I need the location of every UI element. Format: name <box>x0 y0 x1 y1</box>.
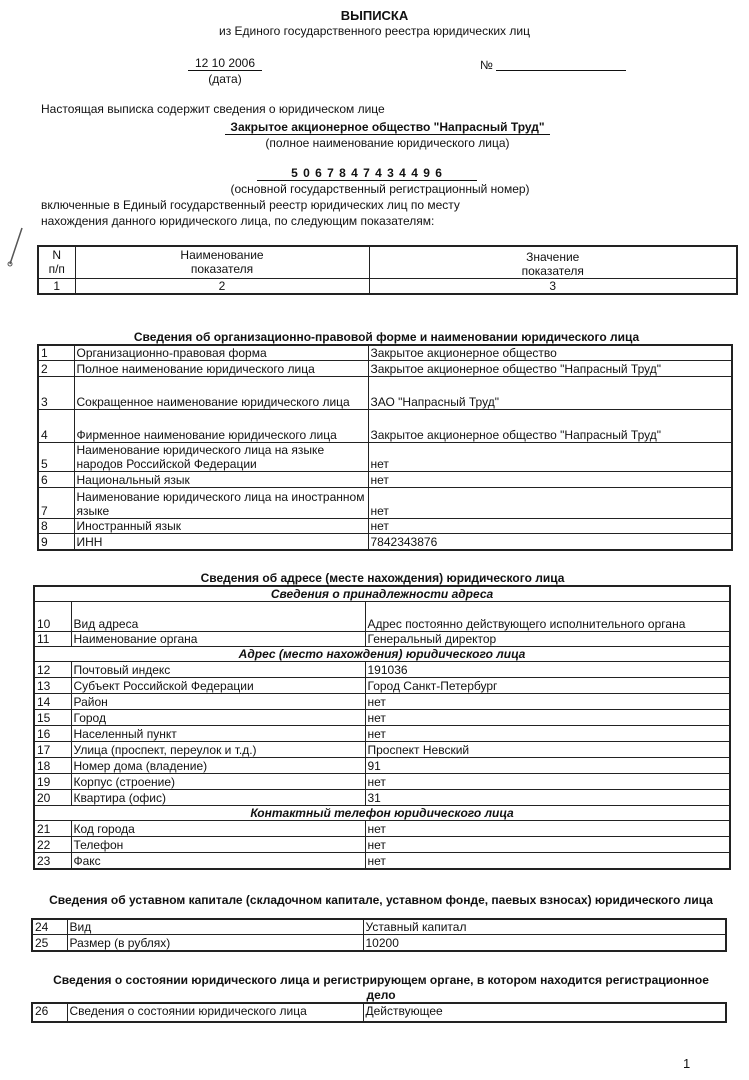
row-number: 12 <box>34 662 71 678</box>
row-value: 31 <box>365 790 730 806</box>
intro-line2: включенные в Единый государственный реестр юридических лиц по месту <box>41 198 460 212</box>
table-row <box>38 410 732 443</box>
row-label: Населенный пункт <box>71 726 365 742</box>
table-row <box>34 602 730 632</box>
table-row <box>38 534 732 550</box>
table-row <box>34 726 730 742</box>
row-number: 23 <box>34 853 71 869</box>
row-number: 22 <box>34 837 71 853</box>
row-label: Корпус (строение) <box>71 774 365 790</box>
table-row <box>34 758 730 774</box>
table-row <box>32 919 726 935</box>
row-label: Национальный язык <box>74 472 368 488</box>
table-row <box>38 377 732 410</box>
row-label: Размер (в рублях) <box>67 935 363 951</box>
row-value: Действующее <box>363 1003 726 1022</box>
row-label: Вид <box>67 919 363 935</box>
row-label: Район <box>71 694 365 710</box>
row-label: Наименование органа <box>71 632 365 647</box>
table-row <box>38 345 732 361</box>
table-row <box>38 361 732 377</box>
table-row <box>34 662 730 678</box>
number-line <box>496 70 626 71</box>
row-value: Закрытое акционерное общество "Напрасный Труд" <box>368 361 732 377</box>
row-label: Организационно-правовая форма <box>74 345 368 361</box>
intro-line1: Настоящая выписка содержит сведения о юридическом лице <box>41 102 385 116</box>
row-number: 24 <box>32 919 67 935</box>
row-value: Генеральный директор <box>365 632 730 647</box>
table-row <box>38 472 732 488</box>
table-row <box>34 774 730 790</box>
section4-title-line2: дело <box>366 988 396 1002</box>
date-value: 12 10 2006 <box>188 56 262 71</box>
row-label: Наименование юридического лица на языке народов Российской Федерации <box>74 443 368 472</box>
staple-mark-icon <box>4 224 26 270</box>
table-row <box>32 1003 726 1022</box>
row-number: 21 <box>34 821 71 837</box>
legend-table <box>37 245 738 295</box>
table-row <box>34 837 730 853</box>
row-value: Закрытое акционерное общество <box>368 345 732 361</box>
row-label: Сведения о состоянии юридического лица <box>67 1003 363 1022</box>
company-name-caption: (полное наименование юридического лица) <box>265 136 510 150</box>
row-value: нет <box>365 853 730 869</box>
row-label: Улица (проспект, переулок и т.д.) <box>71 742 365 758</box>
table-row <box>38 519 732 534</box>
subsection-address-header: Адрес (место нахождения) юридического лица <box>34 647 730 662</box>
row-label: Почтовый индекс <box>71 662 365 678</box>
row-value: Город Санкт-Петербург <box>365 678 730 694</box>
doc-title: ВЫПИСКА <box>340 8 409 23</box>
row-value: 10200 <box>363 935 726 951</box>
row-value: Адрес постоянно действующего исполнительного органа <box>365 602 730 632</box>
row-number: 1 <box>38 345 74 361</box>
doc-subtitle: из Единого государственного реестра юридических лиц <box>219 24 530 38</box>
table-row <box>32 935 726 951</box>
row-number: 7 <box>38 488 74 519</box>
row-label: Сокращенное наименование юридического лица <box>74 377 368 410</box>
row-label: Фирменное наименование юридического лица <box>74 410 368 443</box>
row-label: Факс <box>71 853 365 869</box>
row-number: 2 <box>38 361 74 377</box>
subsection-phone-header: Контактный телефон юридического лица <box>34 806 730 821</box>
table-row <box>38 443 732 472</box>
row-number: 6 <box>38 472 74 488</box>
row-value: нет <box>368 488 732 519</box>
row-value: нет <box>365 821 730 837</box>
table-row <box>34 742 730 758</box>
table-row <box>34 853 730 869</box>
row-label: Телефон <box>71 837 365 853</box>
row-label: Иностранный язык <box>74 519 368 534</box>
row-value: Проспект Невский <box>365 742 730 758</box>
row-number: 20 <box>34 790 71 806</box>
row-label: Код города <box>71 821 365 837</box>
row-number: 14 <box>34 694 71 710</box>
row-number: 19 <box>34 774 71 790</box>
table-row <box>34 694 730 710</box>
legend-col-value: Значение показателя <box>369 246 737 278</box>
row-value: нет <box>365 837 730 853</box>
row-number: 9 <box>38 534 74 550</box>
number-label: № <box>480 58 493 72</box>
row-label: Город <box>71 710 365 726</box>
row-label: ИНН <box>74 534 368 550</box>
section4-title-line1: Сведения о состоянии юридического лица и регистрирующем органе, в котором находится регистрационное <box>53 973 709 987</box>
row-number: 15 <box>34 710 71 726</box>
row-label: Субъект Российской Федерации <box>71 678 365 694</box>
row-number: 17 <box>34 742 71 758</box>
table-row <box>34 710 730 726</box>
legend-col-name: Наименование показателя <box>75 246 369 278</box>
table-row <box>34 790 730 806</box>
row-value: нет <box>365 710 730 726</box>
row-number: 18 <box>34 758 71 774</box>
row-value: нет <box>365 694 730 710</box>
row-value: нет <box>368 443 732 472</box>
page-number: 1 <box>683 1056 691 1071</box>
row-value: нет <box>368 472 732 488</box>
section2-title: Сведения об адресе (месте нахождения) юридического лица <box>200 571 565 585</box>
legend-num-1: 1 <box>38 278 75 294</box>
row-value: 91 <box>365 758 730 774</box>
intro-line3: нахождения данного юридического лица, по следующим показателям: <box>41 214 435 228</box>
row-label: Вид адреса <box>71 602 365 632</box>
table-row <box>34 678 730 694</box>
row-number: 13 <box>34 678 71 694</box>
row-number: 10 <box>34 602 71 632</box>
section1-title: Сведения об организационно-правовой форме и наименовании юридического лица <box>133 330 640 344</box>
row-value: 191036 <box>365 662 730 678</box>
row-value: Уставный капитал <box>363 919 726 935</box>
date-label: (дата) <box>208 72 242 86</box>
ogrn-caption: (основной государственный регистрационный номер) <box>230 182 530 196</box>
row-value: нет <box>365 726 730 742</box>
row-value: Закрытое акционерное общество "Напрасный Труд" <box>368 410 732 443</box>
legend-num-2: 2 <box>75 278 369 294</box>
ogrn-value: 5 0 6 7 8 4 7 4 3 4 4 9 6 <box>257 166 477 181</box>
section3-title: Сведения об уставном капитале (складочном капитале, уставном фонде, паевых взносах) юридического лица <box>49 893 713 907</box>
row-number: 25 <box>32 935 67 951</box>
table-row <box>38 488 732 519</box>
table-row <box>34 821 730 837</box>
section4-table <box>31 1002 727 1023</box>
section3-table <box>31 918 727 952</box>
row-value: нет <box>365 774 730 790</box>
row-number: 26 <box>32 1003 67 1022</box>
company-full-name: Закрытое акционерное общество "Напрасный Труд" <box>225 120 550 135</box>
row-number: 16 <box>34 726 71 742</box>
row-label: Квартира (офис) <box>71 790 365 806</box>
row-label: Полное наименование юридического лица <box>74 361 368 377</box>
section2-table <box>33 585 731 870</box>
legend-num-3: 3 <box>369 278 737 294</box>
row-number: 3 <box>38 377 74 410</box>
row-number: 8 <box>38 519 74 534</box>
row-number: 11 <box>34 632 71 647</box>
row-value: ЗАО "Напрасный Труд" <box>368 377 732 410</box>
subsection-ownership-header: Сведения о принадлежности адреса <box>34 586 730 602</box>
row-label: Наименование юридического лица на иностранном языке <box>74 488 368 519</box>
legend-col-number: N п/п <box>38 246 75 278</box>
row-number: 5 <box>38 443 74 472</box>
row-label: Номер дома (владение) <box>71 758 365 774</box>
table-row <box>34 632 730 647</box>
row-number: 4 <box>38 410 74 443</box>
section1-table <box>37 344 733 551</box>
row-value: 7842343876 <box>368 534 732 550</box>
row-value: нет <box>368 519 732 534</box>
